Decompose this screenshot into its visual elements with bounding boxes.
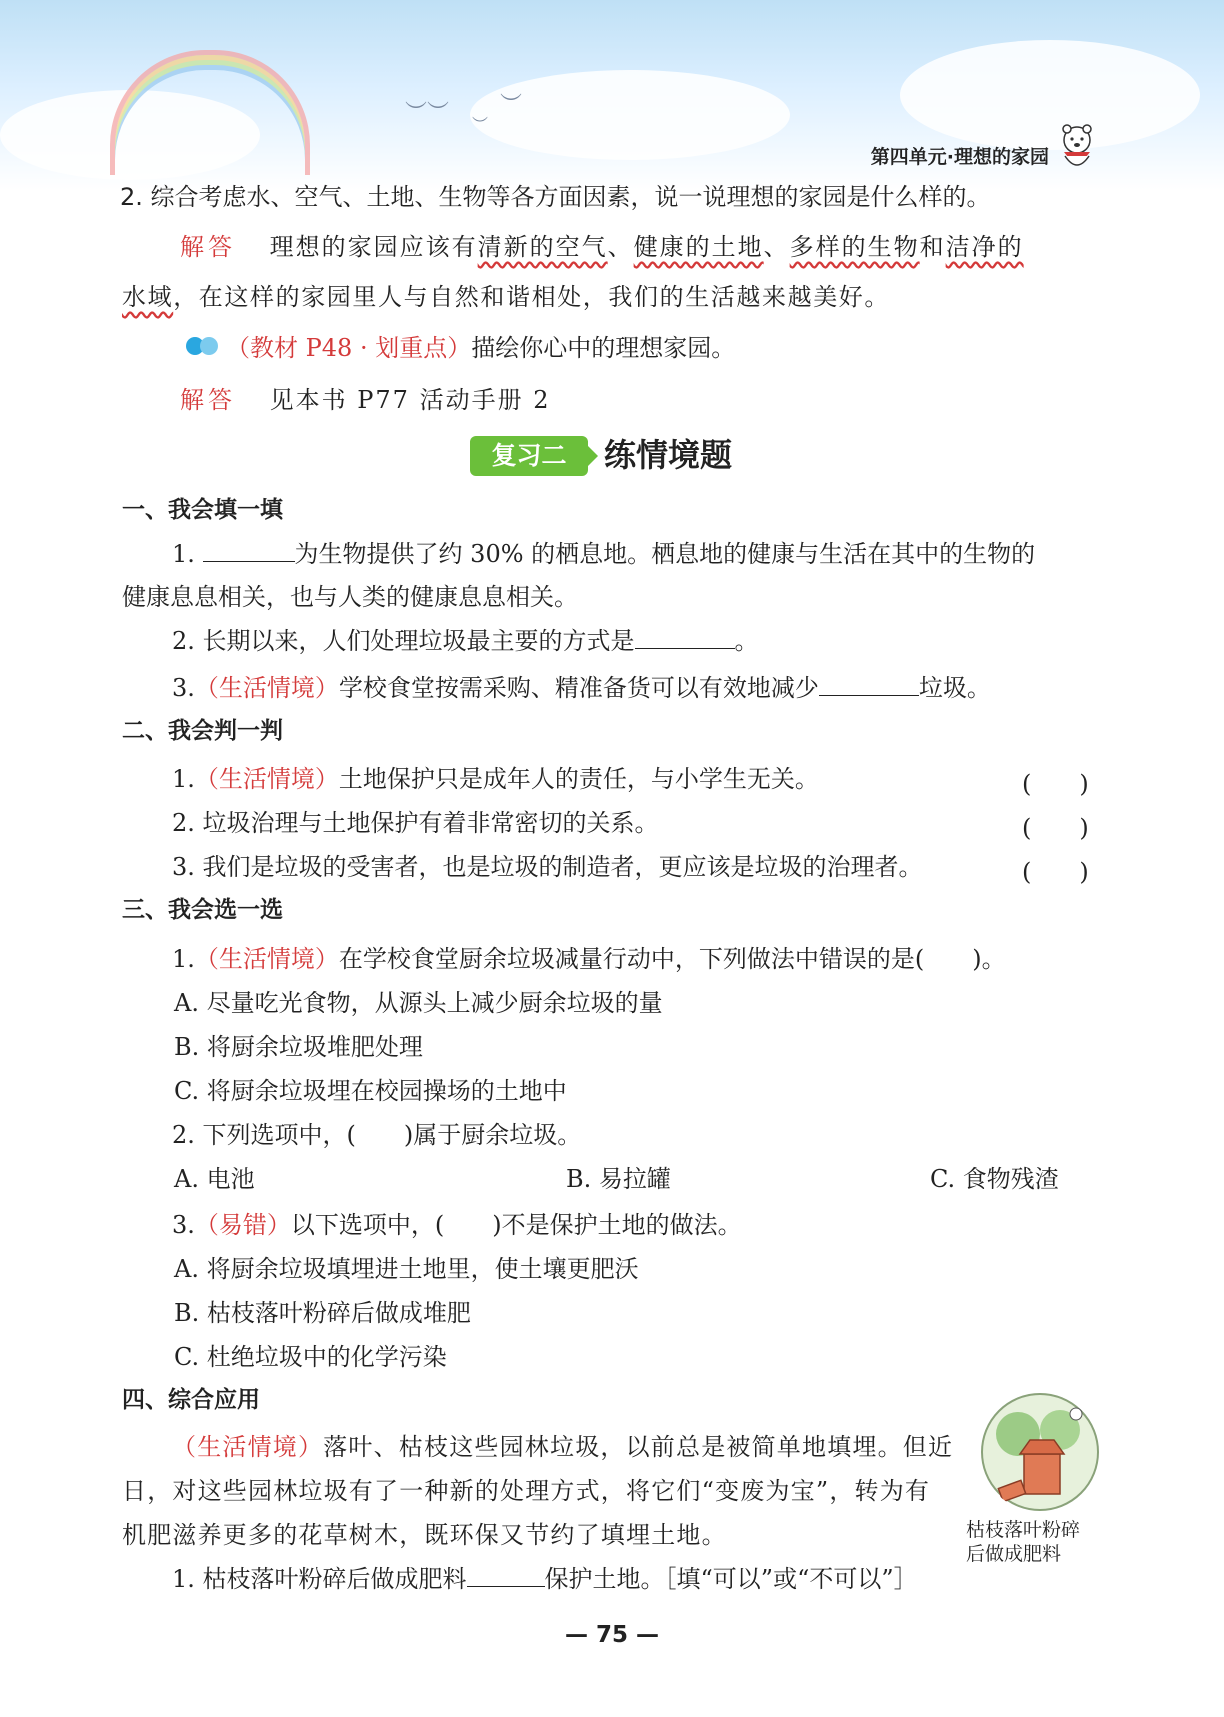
answer-text: 和: [919, 233, 946, 261]
option-a[interactable]: A. 将厨余垃圾填埋进土地里，使土壤更肥沃: [174, 1255, 639, 1283]
fill-q1-line2: 健康息息相关，也与人类的健康息息相关。: [122, 583, 578, 611]
apply-line-1: [172, 1432, 953, 1462]
review-title: 练情境题: [604, 436, 733, 474]
context-tag: （生活情境）: [194, 674, 339, 702]
answer-text: 理想的家园应该有: [269, 233, 478, 261]
apply-line-2: 日，对这些园林垃圾有了一种新的处理方式，将它们“变废为宝”，转为有: [122, 1477, 931, 1505]
answer-line-2: [122, 282, 890, 312]
answer-blank[interactable]: [467, 1564, 545, 1587]
answer-label: 解答: [180, 233, 236, 261]
option-c[interactable]: C. 杜绝垃圾中的化学污染: [174, 1343, 447, 1371]
illustration-caption-line2: 后做成肥料: [966, 1543, 1062, 1565]
answer-blank[interactable]: [203, 539, 295, 562]
answer-line-1: [180, 232, 1024, 262]
question-text: 土地保护只是成年人的责任，与小学生无关。: [338, 765, 819, 793]
question-number: 2.: [120, 183, 143, 211]
key-point-3: 多样的生物: [789, 233, 920, 261]
question-2: [120, 182, 991, 212]
bird-icon: ︶: [472, 115, 489, 134]
section-heading-choose: 三、我会选一选: [122, 897, 283, 923]
fill-q3: [172, 673, 991, 703]
punct: 、: [763, 233, 790, 261]
judge-q2: 2. 垃圾治理与土地保护有着非常密切的关系。: [172, 809, 659, 837]
key-point-4: 洁净的: [945, 233, 1024, 261]
review-badge: 复习二: [470, 436, 588, 476]
question-text: 垃圾。: [918, 674, 991, 702]
option-c[interactable]: C. 将厨余垃圾埋在校园操场的土地中: [174, 1077, 567, 1105]
option-c[interactable]: C. 食物残渣: [930, 1165, 1059, 1193]
question-text: 综合考虑水、空气、土地、生物等各方面因素，说一说理想的家园是什么样的。: [150, 183, 991, 211]
context-tag: （易错）: [194, 1211, 291, 1239]
option-a[interactable]: A. 电池: [174, 1165, 255, 1193]
answer-paren[interactable]: ( ): [1022, 814, 1089, 842]
textbook-task-text: 描绘你心中的理想家园。: [471, 334, 736, 362]
key-point-4-cont: 水域: [122, 283, 174, 311]
answer-blank[interactable]: [819, 673, 919, 696]
textbook-tag: （教材 P48 · 划重点）: [226, 334, 472, 362]
context-tag: （生活情境）: [194, 765, 339, 793]
fill-q2: [172, 626, 759, 656]
judge-q1: [172, 764, 819, 794]
question-text: 学校食堂按需采购、精准备货可以有效地减少: [338, 674, 819, 702]
fill-q1-line1: [172, 539, 1035, 569]
option-b[interactable]: B. 易拉罐: [566, 1165, 671, 1193]
unit-title: 第四单元·理想的家园: [870, 146, 1049, 168]
bird-icon: ︶︶: [405, 101, 450, 126]
choose-q1: [172, 944, 1006, 974]
textbook-answer: [180, 385, 550, 415]
question-number: 1.: [172, 765, 195, 793]
textbook-task: [226, 333, 735, 363]
key-point-2: 健康的土地: [633, 233, 764, 261]
polar-bear-icon: [1055, 122, 1099, 174]
question-text: 在学校食堂厨余垃圾减量行动中，下列做法中错误的是( )。: [338, 945, 1006, 973]
section-heading-apply: 四、综合应用: [122, 1387, 260, 1413]
question-text: 以下选项中，( )不是保护土地的做法。: [290, 1211, 742, 1239]
section-heading-fill: 一、我会填一填: [122, 497, 283, 523]
option-b[interactable]: B. 将厨余垃圾堆肥处理: [174, 1033, 423, 1061]
punct: 、: [607, 233, 634, 261]
context-tag: （生活情境）: [194, 945, 339, 973]
review-arrow-icon: [586, 444, 598, 468]
cloud-decoration: [900, 40, 1200, 150]
question-number: 1.: [172, 540, 195, 568]
answer-paren[interactable]: ( ): [1022, 858, 1089, 886]
key-point-1: 清新的空气: [477, 233, 608, 261]
illustration-caption-line1: 枯枝落叶粉碎: [966, 1519, 1081, 1541]
compost-illustration: [980, 1392, 1100, 1512]
choose-q3: [172, 1210, 742, 1240]
option-a[interactable]: A. 尽量吃光食物，从源头上减少厨余垃圾的量: [174, 989, 663, 1017]
answer-blank[interactable]: [635, 626, 735, 649]
context-tag: （生活情境）: [172, 1433, 324, 1461]
question-number: 3.: [172, 1211, 195, 1239]
answer-label: 解答: [180, 386, 236, 414]
judge-q3: 3. 我们是垃圾的受害者，也是垃圾的制造者，更应该是垃圾的治理者。: [172, 853, 923, 881]
page-number: — 75 —: [564, 1622, 660, 1648]
passage-text: 落叶、枯枝这些园林垃圾，以前总是被简单地填埋。但近: [323, 1433, 954, 1461]
textbook-marker-icon: [186, 337, 214, 359]
section-heading-judge: 二、我会判一判: [122, 718, 283, 744]
punct: 。: [734, 627, 759, 655]
question-number: 1.: [172, 945, 195, 973]
option-b[interactable]: B. 枯枝落叶粉碎后做成堆肥: [174, 1299, 471, 1327]
answer-paren[interactable]: ( ): [1022, 770, 1089, 798]
question-text: 保护土地。［填“可以”或“不可以”］: [544, 1565, 918, 1593]
choose-q2: 2. 下列选项中，( )属于厨余垃圾。: [172, 1121, 582, 1149]
apply-line-3: 机肥滋养更多的花草树木，既环保又节约了填埋土地。: [122, 1521, 727, 1549]
bird-icon: ︶: [500, 93, 523, 118]
question-text: 为生物提供了约 30% 的栖息地。栖息地的健康与生活在其中的生物的: [294, 540, 1036, 568]
question-text: 2. 长期以来，人们处理垃圾最主要的方式是: [172, 627, 635, 655]
answer-text: 见本书 P77 活动手册 2: [269, 386, 551, 414]
apply-q1: [172, 1564, 918, 1594]
answer-text: ，在这样的家园里人与自然和谐相处，我们的生活越来越美好。: [173, 283, 891, 311]
question-text: 1. 枯枝落叶粉碎后做成肥料: [172, 1565, 467, 1593]
question-number: 3.: [172, 674, 195, 702]
